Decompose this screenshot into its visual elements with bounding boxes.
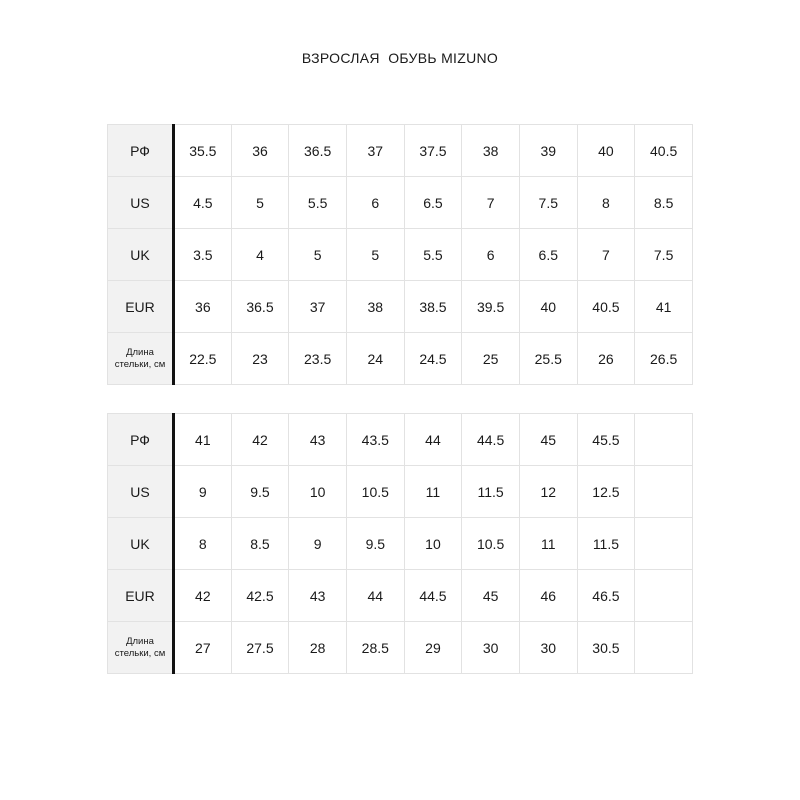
size-cell: 40.5: [577, 281, 635, 333]
size-cell: 44.5: [404, 570, 462, 622]
size-cell: 12: [519, 466, 577, 518]
row-label: UK: [108, 518, 174, 570]
size-cell: 44: [346, 570, 404, 622]
size-cell: 38: [346, 281, 404, 333]
size-cell: 36: [231, 125, 289, 177]
size-cell: 40: [519, 281, 577, 333]
size-cell: 26: [577, 333, 635, 385]
size-cell: 45: [519, 414, 577, 466]
size-cell: 10: [404, 518, 462, 570]
size-cell: 9.5: [346, 518, 404, 570]
size-cell: 39: [519, 125, 577, 177]
size-cell: 36: [174, 281, 232, 333]
size-cell: 23.5: [289, 333, 347, 385]
size-cell: 40.5: [635, 125, 693, 177]
size-cell: 39.5: [462, 281, 520, 333]
size-cell: 42: [231, 414, 289, 466]
size-cell: 8.5: [231, 518, 289, 570]
table-row: [108, 518, 693, 570]
row-label: UK: [108, 229, 174, 281]
size-cell: 9.5: [231, 466, 289, 518]
size-cell: 9: [289, 518, 347, 570]
size-cell: 27: [174, 622, 232, 674]
size-cell: 44.5: [462, 414, 520, 466]
size-cell: 24: [346, 333, 404, 385]
table-row: [108, 466, 693, 518]
size-cell: 5: [346, 229, 404, 281]
size-table-2: [107, 413, 693, 674]
size-cell: 6: [462, 229, 520, 281]
size-cell: 3.5: [174, 229, 232, 281]
size-cell: 25.5: [519, 333, 577, 385]
size-cell: 42.5: [231, 570, 289, 622]
size-cell: 37: [346, 125, 404, 177]
size-cell: 38: [462, 125, 520, 177]
size-cell: 27.5: [231, 622, 289, 674]
size-cell: 43.5: [346, 414, 404, 466]
page-title: ВЗРОСЛАЯ ОБУВЬ MIZUNO: [301, 50, 499, 66]
size-cell: 8: [174, 518, 232, 570]
size-cell: 44: [404, 414, 462, 466]
size-cell: 41: [635, 281, 693, 333]
size-cell: 30: [519, 622, 577, 674]
size-cell: 11.5: [577, 518, 635, 570]
row-label: Длина стельки, см: [108, 333, 174, 385]
table-row: [108, 229, 693, 281]
table-row: [108, 281, 693, 333]
row-label: US: [108, 466, 174, 518]
size-cell: 43: [289, 414, 347, 466]
table-row: [108, 333, 693, 385]
size-cell: 5: [289, 229, 347, 281]
size-cell: 25: [462, 333, 520, 385]
size-cell: [635, 518, 693, 570]
size-cell: 5.5: [404, 229, 462, 281]
size-cell: 9: [174, 466, 232, 518]
size-cell: 45.5: [577, 414, 635, 466]
size-cell: 7: [462, 177, 520, 229]
size-cell: 12.5: [577, 466, 635, 518]
table-row: [108, 622, 693, 674]
size-cell: 10: [289, 466, 347, 518]
size-cell: 7.5: [635, 229, 693, 281]
table-row: [108, 177, 693, 229]
size-cell: 22.5: [174, 333, 232, 385]
size-cell: 11: [404, 466, 462, 518]
size-cell: 7.5: [519, 177, 577, 229]
size-cell: 6.5: [519, 229, 577, 281]
size-cell: 30: [462, 622, 520, 674]
size-cell: 35.5: [174, 125, 232, 177]
size-cell: 24.5: [404, 333, 462, 385]
size-cell: 37: [289, 281, 347, 333]
size-cell: 6.5: [404, 177, 462, 229]
row-label: РФ: [108, 414, 174, 466]
table-row: [108, 125, 693, 177]
row-label: EUR: [108, 570, 174, 622]
size-cell: [635, 414, 693, 466]
size-cell: 42: [174, 570, 232, 622]
row-label: EUR: [108, 281, 174, 333]
size-cell: 38.5: [404, 281, 462, 333]
size-cell: 11.5: [462, 466, 520, 518]
size-cell: 10.5: [346, 466, 404, 518]
size-cell: 40: [577, 125, 635, 177]
size-cell: 29: [404, 622, 462, 674]
size-cell: 5: [231, 177, 289, 229]
size-cell: 10.5: [462, 518, 520, 570]
size-cell: 5.5: [289, 177, 347, 229]
size-cell: 28.5: [346, 622, 404, 674]
size-cell: 4.5: [174, 177, 232, 229]
size-cell: [635, 622, 693, 674]
row-label: РФ: [108, 125, 174, 177]
size-cell: 37.5: [404, 125, 462, 177]
size-cell: 30.5: [577, 622, 635, 674]
size-cell: 8.5: [635, 177, 693, 229]
size-cell: 11: [519, 518, 577, 570]
size-cell: 4: [231, 229, 289, 281]
size-cell: 36.5: [231, 281, 289, 333]
size-cell: [635, 466, 693, 518]
table-row: [108, 414, 693, 466]
size-cell: 7: [577, 229, 635, 281]
size-cell: 6: [346, 177, 404, 229]
row-label: US: [108, 177, 174, 229]
size-cell: 46: [519, 570, 577, 622]
size-cell: 43: [289, 570, 347, 622]
size-cell: 8: [577, 177, 635, 229]
size-cell: 26.5: [635, 333, 693, 385]
size-cell: 36.5: [289, 125, 347, 177]
size-cell: 46.5: [577, 570, 635, 622]
table-row: [108, 570, 693, 622]
size-table-1: [107, 124, 693, 385]
row-label: Длина стельки, см: [108, 622, 174, 674]
size-cell: 23: [231, 333, 289, 385]
size-cell: 45: [462, 570, 520, 622]
size-cell: [635, 570, 693, 622]
size-cell: 41: [174, 414, 232, 466]
size-cell: 28: [289, 622, 347, 674]
